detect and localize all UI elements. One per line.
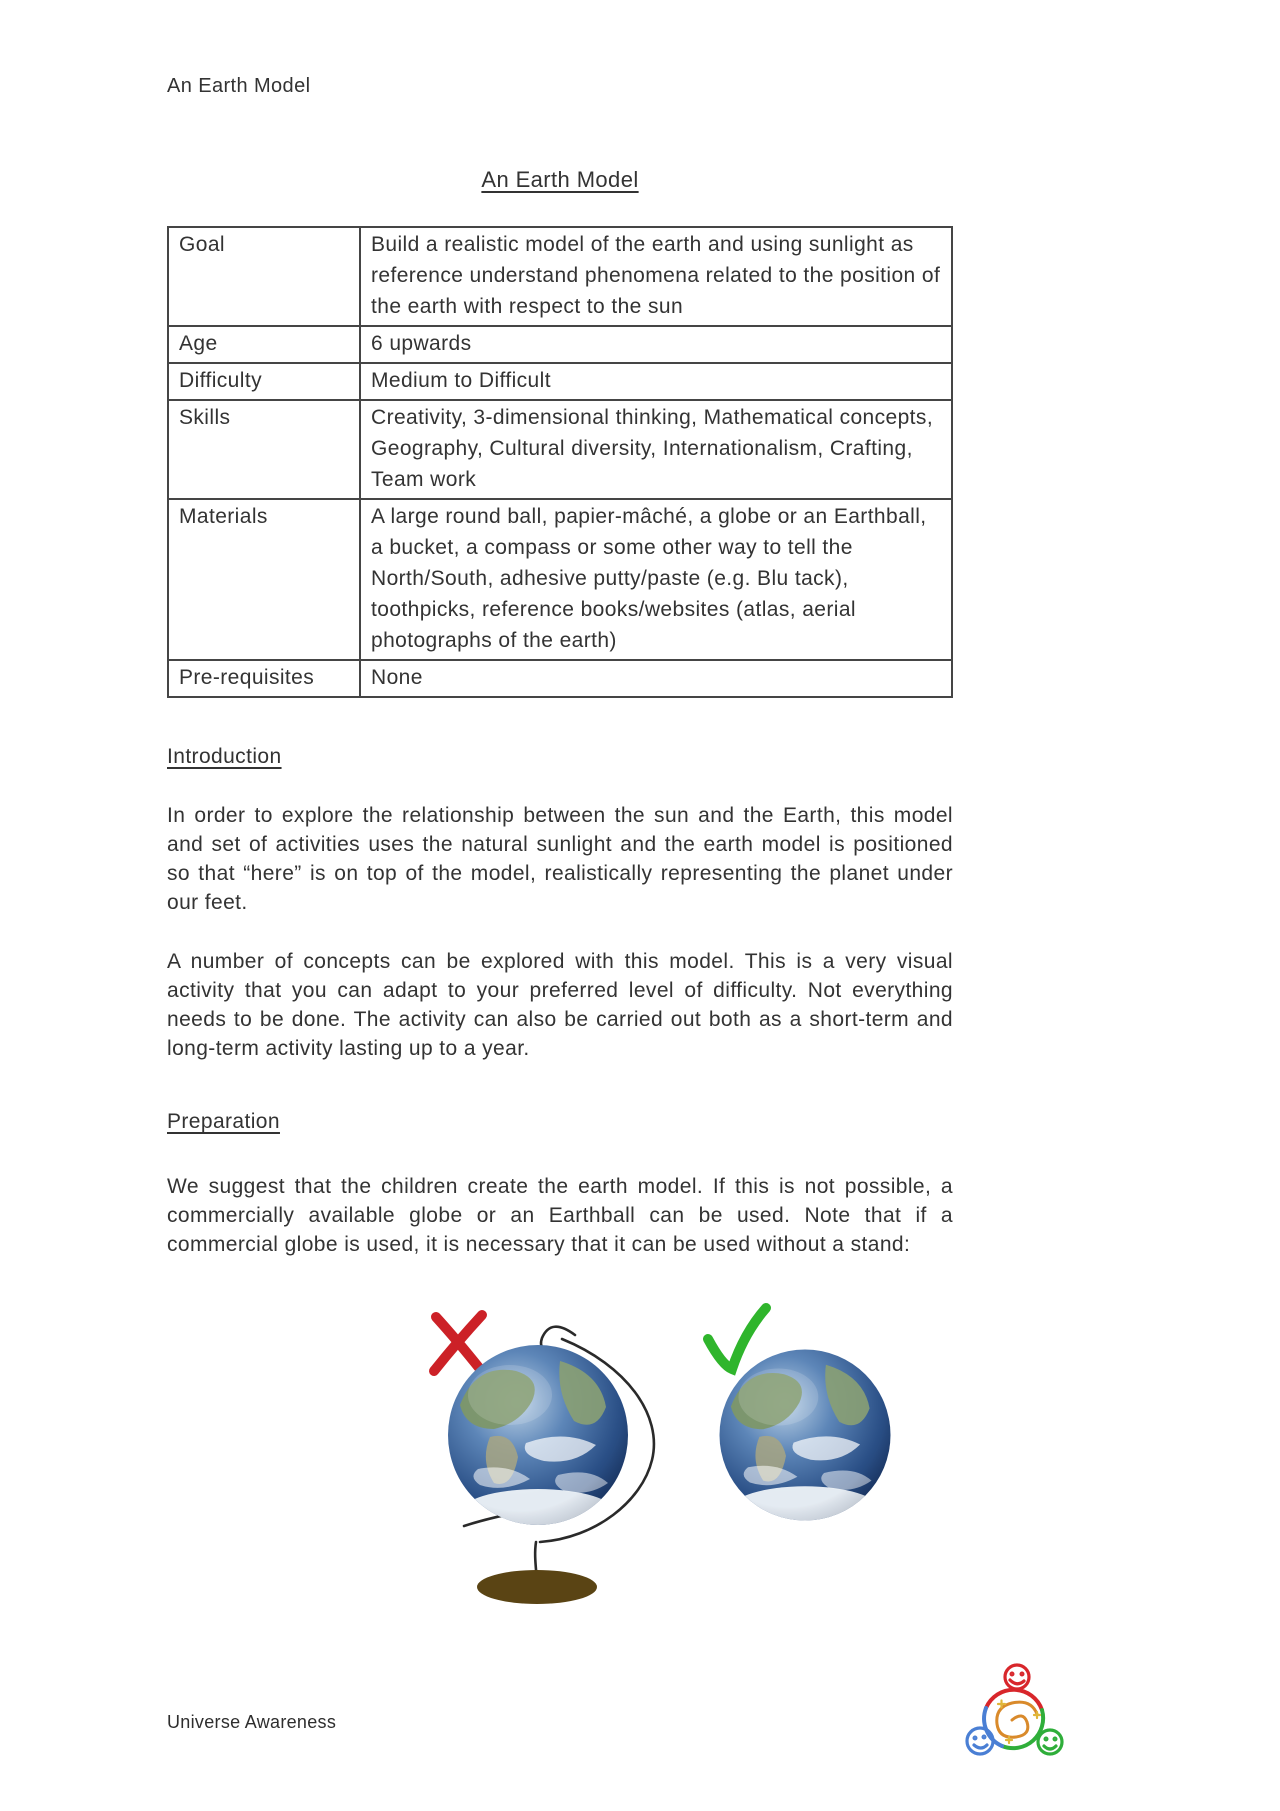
table-row-skills — [168, 400, 952, 499]
introduction-paragraph-2: A number of concepts can be explored with this model. This is a very visual activity that you can adapt to your preferred level of difficulty. Not everything needs to be done. The activity can also be carried out both as a short-term and long-term activity lasting up to a year. — [167, 950, 953, 1060]
table-row-goal — [168, 227, 952, 326]
row-value: A large round ball, papier-mâché, a globe or an Earthball, a bucket, a compass or some other way to tell the North/South, adhesive putty/paste (e.g. Blu tack), toothpicks, reference books/websites (atlas, aerial photographs of the earth) — [360, 499, 952, 660]
table-row-difficulty — [168, 363, 952, 400]
row-value: None — [360, 660, 952, 697]
unawe-logo-icon — [950, 1660, 1080, 1765]
row-label: Age — [168, 326, 360, 363]
table-row-age — [168, 326, 952, 363]
running-header: An Earth Model — [167, 75, 311, 97]
info-table — [167, 226, 953, 698]
row-label: Skills — [168, 400, 360, 499]
green-smiley-icon — [1038, 1730, 1062, 1754]
row-label: Goal — [168, 227, 360, 326]
section-heading-introduction: Introduction — [167, 745, 282, 768]
section-heading-preparation: Preparation — [167, 1110, 280, 1133]
globe-without-stand — [720, 1350, 891, 1532]
page-title: An Earth Model — [481, 167, 639, 192]
row-label: Materials — [168, 499, 360, 660]
row-label: Difficulty — [168, 363, 360, 400]
row-value: Creativity, 3-dimensional thinking, Mathematical concepts, Geography, Cultural diversity, Internationalism, Crafting, Team work — [360, 400, 952, 499]
stand-base — [477, 1570, 597, 1604]
blue-smiley-icon — [967, 1728, 993, 1754]
introduction-paragraph-1: In order to explore the relationship between the sun and the Earth, this model and set of activities uses the natural sunlight and the earth model is positioned so that “here” is on top of the model, realistically representing the planet under our feet. — [167, 804, 953, 914]
document-content — [167, 0, 953, 1259]
spiral-galaxy-icon — [997, 1702, 1037, 1737]
table-row-materials — [168, 499, 952, 660]
footer-text: Universe Awareness — [167, 1712, 337, 1732]
check-mark-icon — [708, 1308, 766, 1369]
row-label: Pre-requisites — [168, 660, 360, 697]
x-mark-icon — [434, 1315, 482, 1371]
red-smiley-icon — [1005, 1665, 1029, 1689]
preparation-paragraph-1: We suggest that the children create the earth model. If this is not possible, a commercially available globe or an Earthball can be used. Note that if a commercial globe is used, it is necessary that it can be used without a stand: — [167, 1175, 953, 1256]
row-value: Build a realistic model of the earth and using sunlight as reference understand phenomena related to the position of the earth with respect to the sun — [360, 227, 952, 326]
row-value: Medium to Difficult — [360, 363, 952, 400]
globe-with-stand — [448, 1327, 654, 1604]
globe-figure-graphic — [400, 1295, 920, 1635]
globe-figure — [400, 1295, 920, 1635]
table-row-prerequisites — [168, 660, 952, 697]
row-value: 6 upwards — [360, 326, 952, 363]
